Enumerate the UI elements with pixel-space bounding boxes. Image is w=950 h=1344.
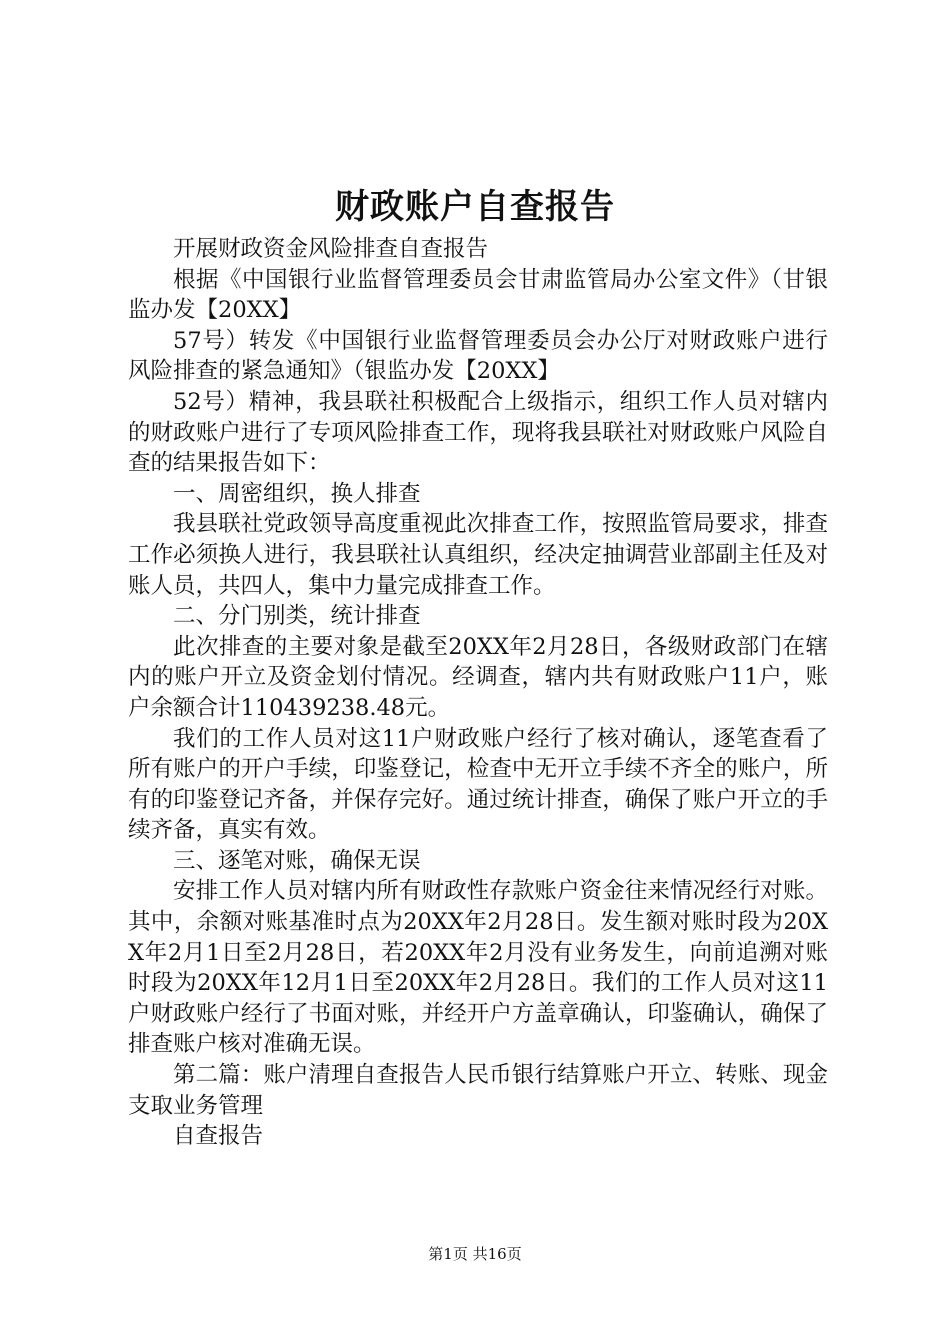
section-heading: 三、逐笔对账，确保无误 xyxy=(173,847,421,874)
paragraph: 此次排查的主要对象是截至20XX年2月28日，各级财政部门在辖内的账户开立及资金划付情况。经调查，辖内共有财政账户11户，账户余额合计110439238.48元。 xyxy=(128,633,828,721)
page-number: 第1页 共16页 xyxy=(428,1245,522,1263)
paragraph: 52号）精神，我县联社积极配合上级指示，组织工作人员对辖内的财政账户进行了专项风险排查工作，现将我县联社对财政账户风险自查的结果报告如下： xyxy=(128,388,828,477)
paragraph: 57号）转发《中国银行业监督管理委员会办公厅对财政账户进行风险排查的紧急通知》（银监办发【20XX】 xyxy=(128,327,828,385)
section-heading: 一、周密组织，换人排查 xyxy=(173,480,421,507)
paragraph: 自查报告 xyxy=(173,1123,264,1150)
document-body xyxy=(128,234,828,1152)
paragraph: 第二篇：账户清理自查报告人民币银行结算账户开立、转账、现金支取业务管理 xyxy=(128,1062,828,1119)
paragraph: 根据《中国银行业监督管理委员会甘肃监管局办公室文件》（甘银监办发【20XX】 xyxy=(128,266,828,324)
paragraph-subtitle: 开展财政资金风险排查自查报告 xyxy=(173,236,489,262)
paragraph: 安排工作人员对辖内所有财政性存款账户资金往来情况经行对账。其中，余额对账基准时点为20XX年2月28日。发生额对账时段为20XX年2月1日至2月28日，若20XX年2月没有业务发生，向前追溯对账时段为20XX年12月1日至20XX年2月28日。我们的工作人员对这11户财政账户经行了书面对账，并经开户方盖章确认，印鉴确认，确保了排查账户核对准确无误。 xyxy=(128,878,828,1058)
paragraph: 我县联社党政领导高度重视此次排查工作，按照监管局要求，排查工作必须换人进行，我县联社认真组织，经决定抽调营业部副主任及对账人员，共四人，集中力量完成排查工作。 xyxy=(128,511,828,599)
section-heading: 二、分门别类，统计排查 xyxy=(173,603,421,630)
document-title: 财政账户自查报告 xyxy=(335,187,615,227)
paragraph: 我们的工作人员对这11户财政账户经行了核对确认，逐笔查看了所有账户的开户手续，印鉴登记，检查中无开立手续不齐全的账户，所有的印鉴登记齐备，并保存完好。通过统计排查，确保了账户开立的手续齐备，真实有效。 xyxy=(128,725,828,844)
